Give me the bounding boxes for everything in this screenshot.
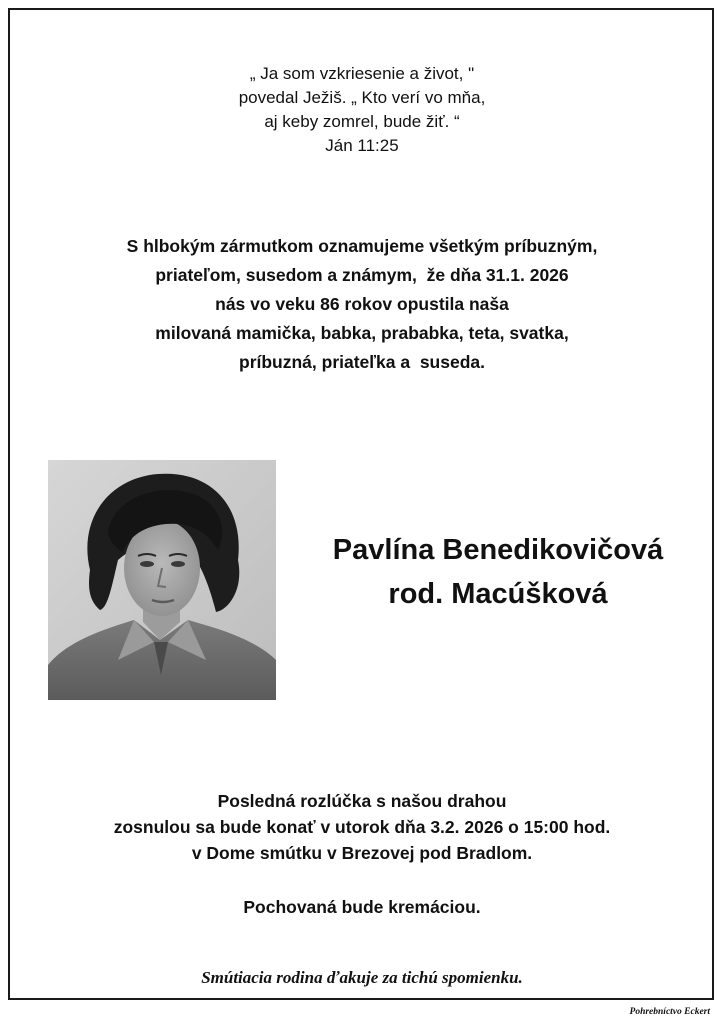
deceased-maiden-name: rod. Macúšková	[388, 578, 608, 610]
announcement-line: S hlbokým zármutkom oznamujeme všetkým príbuzným,	[126, 236, 598, 256]
funeral-home-credit: Pohrebníctvo Eckert	[629, 1007, 710, 1017]
deceased-name: Pavlína Benedikovičová	[332, 534, 664, 566]
deceased-name-block	[300, 528, 696, 616]
farewell-details	[0, 788, 724, 866]
farewell-line: v Dome smútku v Brezovej pod Bradlom.	[191, 843, 533, 863]
announcement-line: príbuzná, priateľka a suseda.	[239, 352, 485, 372]
portrait-photo	[48, 460, 276, 700]
quote-reference: Ján 11:25	[325, 136, 399, 155]
farewell-line: Posledná rozlúčka s našou drahou	[217, 791, 507, 811]
quote-line: aj keby zomrel, bude žiť. “	[264, 112, 460, 131]
cremation-note: Pochovaná bude kremáciou.	[243, 897, 481, 917]
farewell-line: zosnulou sa bude konať v utorok dňa 3.2. 2026 o 15:00 hod.	[113, 817, 611, 837]
quote-line: „ Ja som vzkriesenie a život, "	[249, 64, 475, 83]
bible-quote	[0, 62, 724, 158]
announcement-line: nás vo veku 86 rokov opustila naša	[215, 294, 509, 314]
announcement-line: priateľom, susedom a známym, že dňa 31.1. 2026	[155, 265, 569, 285]
death-announcement	[0, 232, 724, 377]
quote-line: povedal Ježiš. „ Kto verí vo mňa,	[238, 88, 486, 107]
announcement-line: milovaná mamička, babka, prababka, teta, svatka,	[155, 323, 569, 343]
family-thanks: Smútiacia rodina ďakuje za tichú spomienku.	[201, 968, 523, 987]
